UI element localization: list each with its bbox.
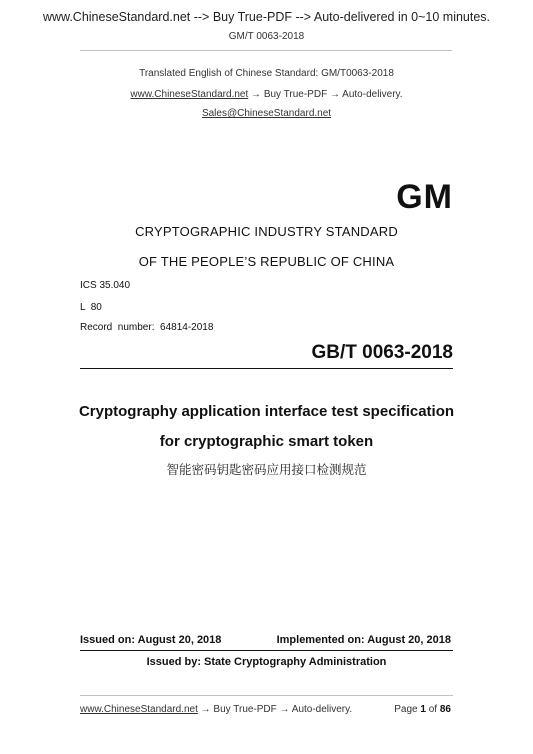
header-divider xyxy=(80,50,452,51)
gm-mark: GM xyxy=(396,178,453,216)
page-total: 86 xyxy=(439,704,451,715)
footer-link-line xyxy=(80,704,352,715)
title-chinese: 智能密码钥匙密码应用接口检测规范 xyxy=(166,463,367,477)
country-heading: OF THE PEOPLE’S REPUBLIC OF CHINA xyxy=(138,254,395,269)
footer-divider xyxy=(80,695,453,696)
page-current: 1 xyxy=(420,704,426,715)
classification-code: L 80 xyxy=(80,302,102,313)
page-label: Page xyxy=(394,704,418,715)
implemented-on-date: Implemented on: August 20, 2018 xyxy=(276,634,451,646)
title-english-line-1: Cryptography application interface test specification xyxy=(78,403,455,420)
translation-link-line xyxy=(0,89,533,100)
standard-divider xyxy=(80,368,453,369)
standard-number: GB/T 0063-2018 xyxy=(311,342,453,363)
dates-divider xyxy=(80,650,453,651)
footer-website-link[interactable]: www.ChineseStandard.net xyxy=(80,704,198,715)
page-indicator xyxy=(394,704,451,715)
issued-on-date: Issued on: August 20, 2018 xyxy=(80,634,222,646)
sales-email-line xyxy=(0,108,533,119)
top-banner: www.ChineseStandard.net --> Buy True-PDF --> Auto-delivered in 0~10 minutes. xyxy=(42,10,491,24)
footer-link-suffix: → Buy True-PDF → Auto-delivery. xyxy=(197,704,353,715)
page-of: of xyxy=(428,704,438,715)
website-link[interactable]: www.ChineseStandard.net xyxy=(130,89,249,100)
title-english-line-2: for cryptographic smart token xyxy=(159,433,374,450)
sales-email-link[interactable]: Sales@ChineseStandard.net xyxy=(201,108,332,119)
header-standard-code: GM/T 0063-2018 xyxy=(228,31,305,42)
issuing-authority: Issued by: State Cryptography Administration xyxy=(146,656,387,668)
ics-code: ICS 35.040 xyxy=(80,280,131,291)
industry-heading: CRYPTOGRAPHIC INDUSTRY STANDARD xyxy=(135,224,398,239)
record-number: Record number: 64814-2018 xyxy=(80,322,214,333)
translation-notice: Translated English of Chinese Standard: GM/T0063-2018 xyxy=(139,68,394,79)
link-suffix: → Buy True-PDF → Auto-delivery. xyxy=(248,89,403,100)
